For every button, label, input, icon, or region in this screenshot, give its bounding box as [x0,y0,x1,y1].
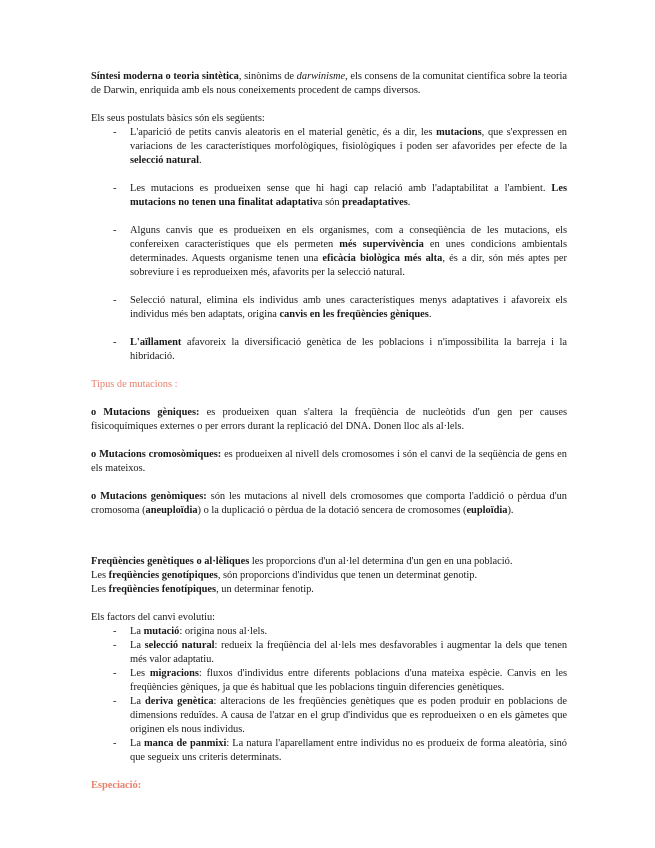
bullet-marker: - [113,225,117,236]
mutacio-term: Mutacions cromosòmiques: [99,449,222,460]
bullet-marker: - [113,640,117,651]
mutacio-cromosomica [91,448,567,476]
item-bold: eficàcia biològica més alta [322,253,443,264]
list-item [91,294,567,322]
list-item [91,667,567,695]
item-text: . [198,155,202,166]
list-item [91,639,567,667]
item-text: a són [317,197,343,208]
list-item [91,336,567,364]
list-item [91,625,567,639]
item-text: Les [130,668,150,679]
item-bold: migracions [149,668,199,679]
item-text: L'aparició de petits canvis aleatoris en el material genètic, és a dir, les [130,127,437,138]
tipus-mutacions-heading: Tipus de mutacions : [91,379,178,390]
mutacio-text: es produeixen al nivell dels cromosomes i són el canvi de la seqüència de gens en els mateixos. [91,449,567,474]
mutacio-term: euploïdia [466,505,508,516]
frequencia-genetica [91,555,567,569]
mutacio-text: es produeixen quan s'altera la freqüència de nucleòtids d'un gen per causes fisicoquímiques externes o per errors durant la replicació del DNA. Donen lloc als al·lels. [91,407,567,432]
bullet-marker: - [113,668,117,679]
intro-rest: , els consens de la comunitat científica sobre la teoria de Darwin, enriquida amb els nous coneixements procedent de camps diversos. [91,71,567,96]
item-text: La [130,696,145,707]
frequencia-lead: Les [91,584,109,595]
item-text: : origina nous al·lels. [179,626,268,637]
item-bold: canvis en les freqüències gèniques [279,309,429,320]
bullet-marker: - [113,337,117,348]
item-bold: preadaptatives [342,197,408,208]
mutacio-text: són les mutacions al nivell dels cromosomes que comporta l'addició o pèrdua d'un cromosoma ( [91,491,567,516]
mutacio-text: ) o la duplicació o pèrdua de la dotació sencera de cromosomes ( [197,505,467,516]
postulats-intro: Els seus postulats bàsics són els següents: [91,113,265,124]
bullet-marker: - [113,127,117,138]
item-text: La [130,626,144,637]
item-text: . [428,309,432,320]
item-bold: selecció natural [130,155,199,166]
postulats-list [91,126,567,364]
mutacio-term: Mutacions genòmiques: [100,491,207,502]
item-bold: més supervivència [339,239,424,250]
item-bold: mutacions [436,127,482,138]
frequencia-lead: Les [91,570,109,581]
frequencia-genotipica [91,569,567,583]
item-text: Selecció natural, elimina els individus amb unes característiques menys adaptatives i afavoreix els individus més ben adaptats, origina [130,295,567,320]
intro-paragraph [91,70,567,98]
item-text: afavoreix la diversificació genètica de les poblacions i n'impossibilita la barreja i la hibridació. [130,337,567,362]
mutacio-prefix: o [91,449,100,460]
frequencia-term: freqüències fenotípiques [108,584,217,595]
item-text: : fluxos d'individus entre diferents poblacions d'una mateixa espècie. Canvis en les freqüències gèniques, ja que és habitual que les poblacions tinguin diferencies genètiques. [130,668,567,693]
item-text: La [130,640,145,651]
list-item [91,126,567,168]
mutacio-text: ). [507,505,514,516]
factors-list [91,625,567,765]
item-bold: deriva genètica [144,696,214,707]
mutacio-term: Mutacions gèniques: [103,407,200,418]
item-text: . [407,197,411,208]
item-text: Les mutacions es produeixen sense que hi hagi cap relació amb l'adaptabilitat a l'ambient. [130,183,552,194]
bullet-marker: - [113,295,117,306]
intro-italic: darwinisme [296,71,346,82]
bullet-marker: - [113,183,117,194]
item-text: en unes condicions ambientals determinades. Aquests organisme tenen una [130,239,567,264]
item-text: , que s'expressen en variacions de les característiques morfològiques, fisiològiques i poden ser afavorides per efecte de la [130,127,568,152]
item-bold: Les mutacions no tenen una finalitat adaptativ [130,183,567,208]
list-item [91,695,567,737]
frequencia-text: , són proporcions d'individus que tenen un determinat genotip. [217,570,478,581]
item-bold: L'aïllament [130,337,182,348]
frequencia-term: Freqüències genètiques o al·lèliques [91,556,250,567]
item-bold: selecció natural [144,640,215,651]
bullet-marker: - [113,738,117,749]
frequencia-fenotipica [91,583,567,597]
mutacio-genomica [91,490,567,518]
bullet-marker: - [113,626,117,637]
frequencia-term: freqüències genotípiques [108,570,218,581]
item-text: , és a dir, són més aptes per sobreviure i es reprodueixen més, afavorits per la selecció natural. [130,253,568,278]
item-text: : La natura l'aparellament entre individus no es produeix de forma aleatòria, sinó que segueix uns criteris determinats. [130,738,568,763]
list-item [91,182,567,210]
item-bold: manca de panmixi [144,738,227,749]
mutacio-term: aneuploïdia [145,505,198,516]
item-text: : alteracions de les freqüències genètiques que es poden produir en poblacions de dimensions reduïdes. A causa de l'atzar en el grup d'individus que es reprodueixen o en els gàmetes que originen els nous individus. [130,696,567,735]
item-text: : redueix la freqüència del al·lels mes desfavorables i augmentar la dels que tenen més valor adaptatiu. [130,640,568,665]
intro-term: Síntesi moderna o teoria sintètica [91,71,239,82]
mutacio-prefix: o [91,407,104,418]
frequencia-text: , un determinar fenotip. [216,584,314,595]
mutacio-prefix: o [91,491,101,502]
document-body [91,70,567,793]
item-bold: mutació [143,626,180,637]
bullet-marker: - [113,696,117,707]
mutacio-genica [91,406,567,434]
list-item [91,737,567,765]
frequencia-text: les proporcions d'un al·lel determina d'un gen en una població. [249,556,513,567]
item-text: La [130,738,145,749]
especiacio-heading: Especiació: [91,780,142,791]
item-text: Alguns canvis que es produeixen en els organismes, com a conseqüència de les mutacions, els confereixen característiques que els permeten [130,225,567,250]
intro-sep: , sinònims de [238,71,297,82]
list-item [91,224,567,280]
factors-intro: Els factors del canvi evolutiu: [91,612,216,623]
